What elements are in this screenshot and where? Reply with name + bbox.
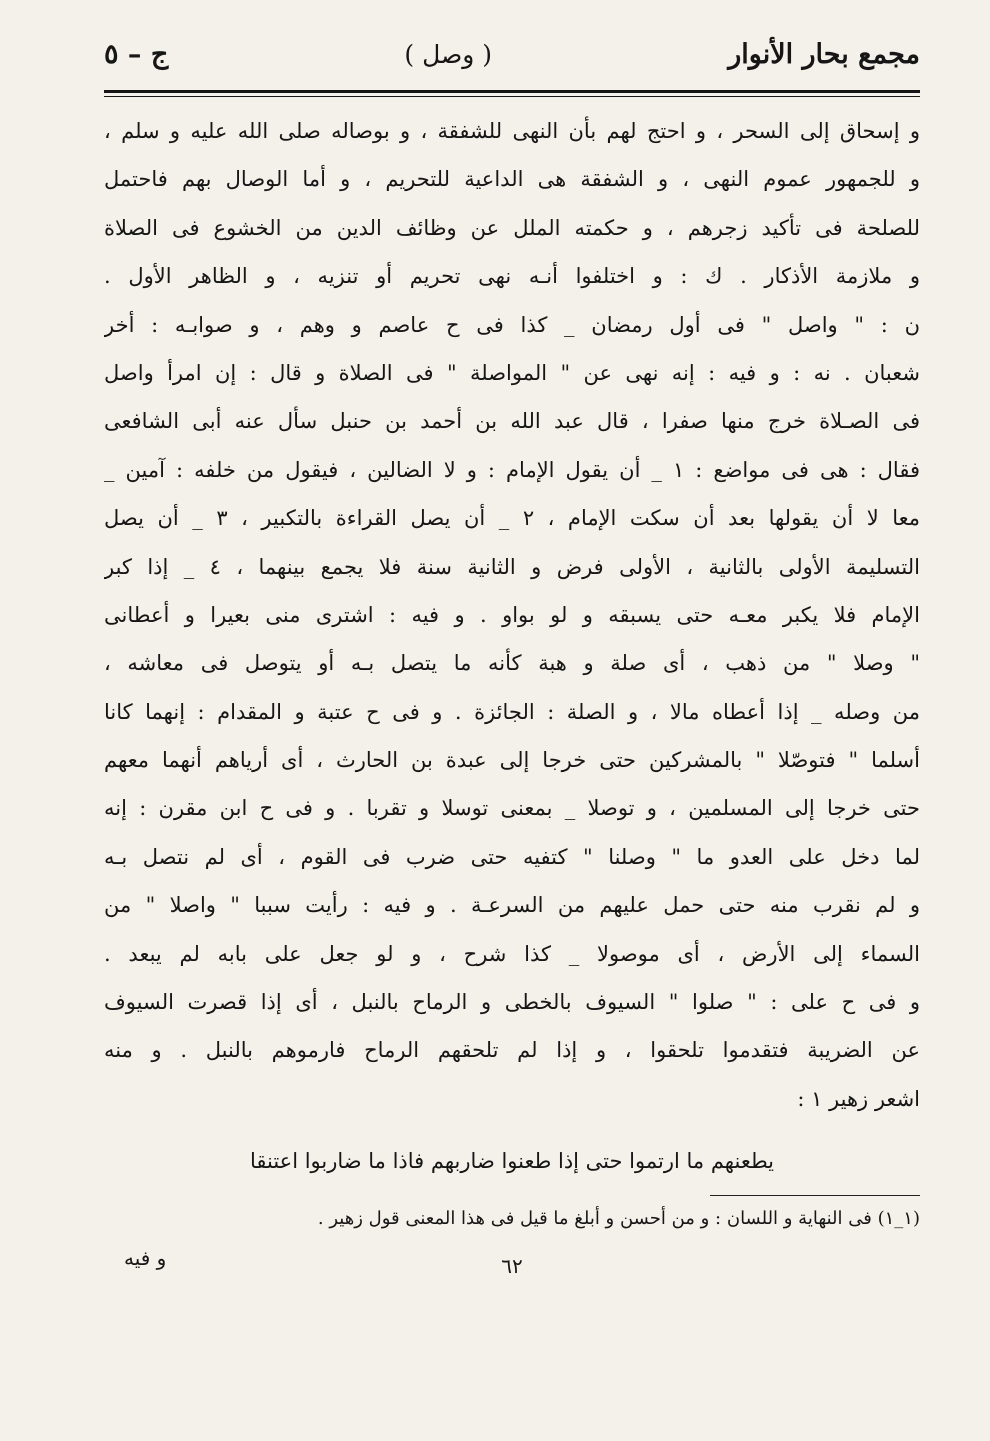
page-footer [104,1244,920,1294]
text-line: " وصلا " من ذهب ، أى صلة و هبة كأنه ما يتصل بـه أو يتوصل فى معاشه ، [104,651,920,676]
footnote: (١_١) فى النهاية و اللسان : و من أحسن و أبلغ ما قيل فى هذا المعنى قول زهير . [317,1208,920,1230]
text-line: اشعر زهير ١ : [797,1086,920,1111]
text-line: فى الصـلاة خرج منها صفرا ، قال عبد الله بن أحمد بن حنبل سأل عنه أبى الشافعى [104,409,920,434]
running-header [104,28,920,80]
page-number: ٦٢ [501,1254,523,1279]
text-line: للصلحة فى تأكيد زجرهم ، و حكمته الملل عن وظائف الدين من الخشوع فى الصلاة [104,215,920,240]
text-line: و ملازمة الأذكار . ك : و اختلفوا أنـه نهى تحريم أو تنزيه ، و الظاهر الأول . [104,264,920,289]
text-line: عن الضريبة فتقدموا تلحقوا ، و إذا لم تلحقهم الرماح فارموهم بالنبل . و منه [104,1038,920,1063]
text-line: ن : " واصل " فى أول رمضان _ كذا فى ح عاصم و وهم ، و صوابـه : أخر [104,312,920,337]
text-line: لما دخل على العدو ما " وصلنا " كتفيه حتى ضرب فى القوم ، أى لم نتصل بـه [104,844,920,869]
text-line: حتى خرجا إلى المسلمين ، و توصلا _ بمعنى توسلا و تقربا . و فى ح ابن مقرن : إنه [104,796,920,821]
catchword: و فيه [124,1246,167,1271]
text-line: فقال : هى فى مواضع : ١ _ أن يقول الإمام : و لا الضالين ، فيقول من خلفه : آمين _ [104,457,920,482]
text-line: أسلما " فتوصّلا " بالمشركين حتى خرجا إلى عبدة بن الحارث ، أى أرياهم أنهما معهم [104,748,920,773]
poetry-verse: يطعنهم ما ارتموا حتى إذا طعنوا ضاربهم فاذا ما ضاربوا اعتنقا [249,1149,775,1174]
text-line: من وصله _ إذا أعطاه مالا ، و الصلة : الجائزة . و فى ح عتبة و المقدام : إنهما كانا [104,699,920,724]
text-line: السماء إلى الأرض ، أى موصولا _ كذا شرح ، و لو جعل على بابه لم يبعد . [104,941,920,966]
text-line: الإمام فلا يكبر معـه حتى يسبقه و لو بواو . و فيه : اشترى منى بعيرا و أعطانى [104,602,920,627]
text-line: التسليمة الأولى بالثانية ، الأولى فرض و الثانية سنة فلا يجمع بينهما ، ٤ _ إذا كبر [104,554,920,579]
header-rule-thin [104,96,920,97]
text-line: و للجمهور عموم النهى ، و الشفقة هى الداعية للتحريم ، و أما الوصال بهم فاحتمل [104,167,920,192]
text-line: و لم نقرب منه حتى حمل عليهم من السرعـة . و فيه : رأيت سببا " واصلا " من [104,893,920,918]
text-line: معا لا أن يقولها بعد أن سكت الإمام ، ٢ _ أن يصل القراءة بالتكبير ، ٣ _ أن يصل [104,506,920,531]
text-line: و إسحاق إلى السحر ، و احتج لهم بأن النهى للشفقة ، و بوصاله صلى الله عليه و سلم ، [104,119,920,143]
book-title: مجمع بحار الأنوار [728,38,920,70]
text-line: شعبان . نه : و فيه : إنه نهى عن " المواصلة " فى الصلاة و قال : إن امرأ واصل [104,360,920,385]
entry-word: ( وصل ) [404,39,493,69]
footnote-rule [710,1195,920,1196]
volume-label: ج – ٥ [104,38,169,70]
body-text [104,107,920,1123]
header-rule-thick [104,90,920,93]
text-line: و فى ح على : " صلوا " السيوف بالخطى و الرماح بالنبل ، أى إذا قصرت السيوف [104,990,920,1015]
